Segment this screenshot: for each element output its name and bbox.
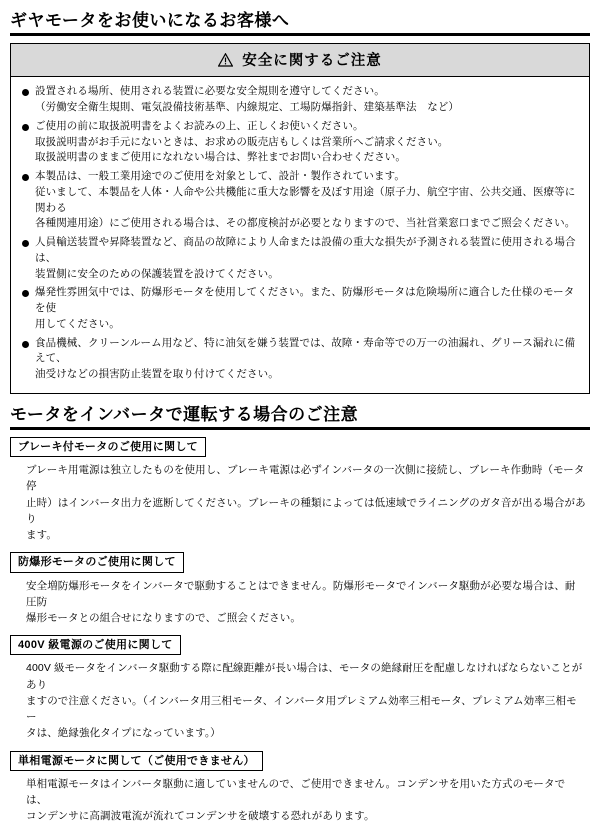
text-line: 止時）はインバータ出力を遮断してください。ブレーキの種類によっては低速域でライニングのガタ音が出る場合があり: [26, 496, 586, 525]
text-line: ます。: [26, 529, 57, 542]
bullet-line: 本製品は、一般工業用途でのご使用を対象として、設計・製作されています。: [35, 170, 405, 182]
inverter-item-single-phase-motor: [10, 751, 590, 825]
item-label: 単相電源モータに関して（ご使用できません）: [10, 751, 263, 771]
bullet-line: 爆発性雰囲気中では、防爆形モータを使用してください。また、防爆形モータは危険場所に適合した仕様のモータを使: [35, 286, 575, 314]
safety-notice-body: [11, 77, 589, 393]
inverter-item-explosion-proof-motor: [10, 552, 590, 626]
text-line: 400V 級モータをインバータ駆動する際に配線距離が長い場合は、モータの絶縁耐圧を配慮しなければならないことがあり: [26, 662, 583, 691]
item-label: 防爆形モータのご使用に関して: [10, 552, 184, 572]
text-line: ますので注意ください。（インバータ用三相モータ、インバータ用プレミアム効率三相モータ、プレミアム効率三相モー: [26, 694, 577, 724]
safety-notice-header: [11, 44, 589, 77]
list-item: [20, 285, 580, 332]
safety-bullet-list: [20, 84, 580, 383]
bullet-line: 食品機械、クリーンルーム用など、特に油気を嫌う装置では、故障・寿命等での万一の油漏れ、グリース漏れに備えて、: [35, 336, 576, 365]
section-title-customer-notice: ギヤモータをお使いになるお客様へ: [10, 10, 590, 36]
bullet-line: 装置側に安全のための保護装置を設けてください。: [35, 267, 279, 280]
list-item: [20, 235, 580, 282]
inverter-item-400v-power: [10, 635, 590, 741]
inverter-item-brake-motor: [10, 437, 590, 543]
bullet-line: 各種関連用途）にご使用される場合は、その都度検討が必要となりますので、当社営業窓口までご照会ください。: [35, 217, 576, 230]
list-item: [20, 169, 580, 232]
bullet-line: 設置される場所、使用される装置に必要な安全規則を遵守してください。: [35, 85, 385, 98]
text-line: タは、絶縁強化タイプになっています。）: [26, 727, 221, 740]
text-line: コンデンサに高調波電流が流れてコンデンサを破壊する恐れがあります。: [26, 810, 375, 823]
item-text: [10, 578, 590, 627]
text-line: 単相電源モータはインバータ駆動に適していませんので、ご使用できません。コンデンサを用いた方式のモータでは、: [26, 777, 566, 807]
section-title-inverter-notice: モータをインバータで運転する場合のご注意: [10, 404, 590, 430]
bullet-line: （労働安全衛生規則、電気設備技術基準、内線規定、工場防爆指針、建築基準法 など）: [35, 101, 459, 113]
bullet-line: 取扱説明書のままご使用になれない場合は、弊社までお問い合わせください。: [35, 151, 406, 164]
item-text: [10, 776, 590, 825]
list-item: [20, 84, 580, 116]
bullet-line: 用してください。: [35, 317, 120, 330]
safety-notice-header-text: 安全に関するご注意: [242, 53, 382, 70]
item-label: ブレーキ付モータのご使用に関して: [10, 437, 206, 457]
bullet-line: 人員輸送装置や昇降装置など、商品の故障により人命または設備の重大な損失が予測される装置に使用される場合は、: [35, 236, 576, 264]
text-line: 安全増防爆形モータをインバータで駆動することはできません。防爆形モータでインバータ駆動が必要な場合は、耐圧防: [26, 579, 576, 608]
warning-triangle-icon: [218, 53, 233, 71]
item-text: [10, 660, 590, 741]
item-label: 400V 級電源のご使用に関して: [10, 635, 181, 655]
bullet-line: ご使用の前に取扱説明書をよくお読みの上、正しくお使いください。: [35, 119, 364, 132]
item-text: [10, 462, 590, 543]
text-line: ブレーキ用電源は独立したものを使用し、ブレーキ電源は必ずインバータの一次側に接続し、ブレーキ作動時（モータ停: [26, 464, 585, 493]
bullet-line: 油受けなどの損害防止装置を取り付けてください。: [35, 368, 279, 380]
list-item: [20, 119, 580, 166]
bullet-line: 従いまして、本製品を人体・人命や公共機能に重大な影響を及ぼす用途（原子力、航空宇宙、公共交通、医療等に関わる: [35, 185, 576, 214]
safety-notice-box: [10, 43, 590, 394]
list-item: [20, 336, 580, 383]
text-line: 爆形モータとの組合せになりますので、ご照会ください。: [26, 612, 301, 625]
bullet-line: 取扱説明書がお手元にないときは、お求めの販売店もしくは営業所へご請求ください。: [35, 135, 449, 148]
